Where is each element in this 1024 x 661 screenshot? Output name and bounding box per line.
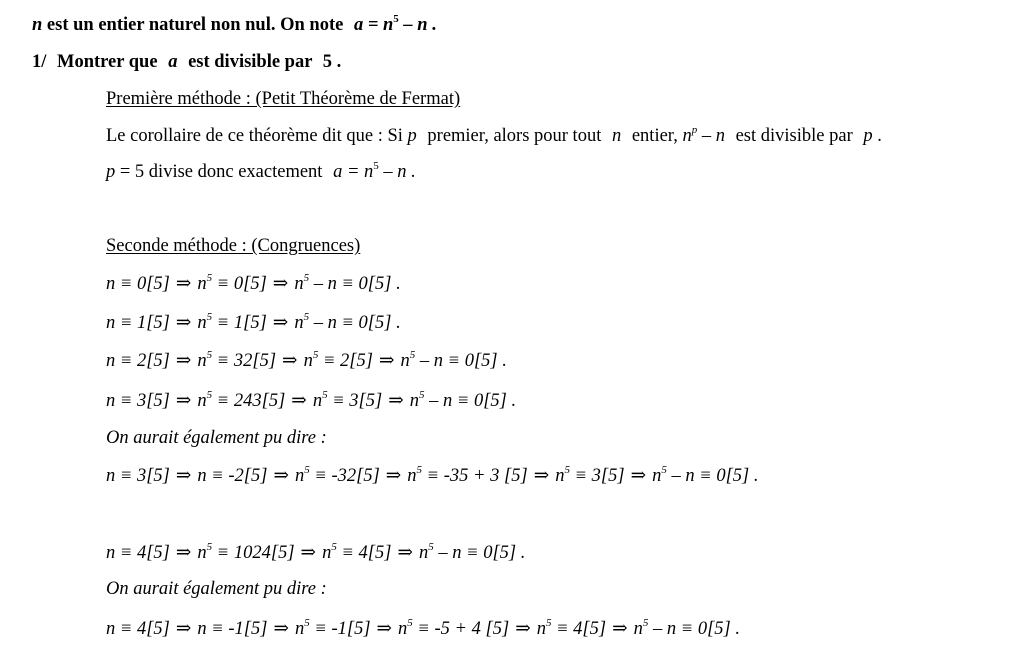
question-var-a: a (168, 52, 178, 72)
row4b-c: n (294, 619, 305, 639)
row4-b: n (197, 543, 207, 563)
row1-c: ≡ 1[5] (216, 313, 267, 333)
row2-f: n (400, 351, 410, 371)
implies-icon: ⇒ (273, 466, 289, 486)
implies-icon: ⇒ (515, 619, 531, 639)
method-1-corollary (106, 125, 882, 147)
row4b-b: n ≡ -1[5] (197, 619, 268, 639)
implies-icon: ⇒ (282, 351, 298, 371)
implies-icon: ⇒ (630, 466, 647, 486)
implies-icon: ⇒ (385, 466, 402, 486)
row4b-j: – n ≡ 0[5] . (652, 619, 740, 639)
implies-icon: ⇒ (175, 274, 192, 294)
congruence-row-4 (106, 542, 525, 564)
row3b-h: ≡ 3[5] (574, 466, 625, 486)
conclusion-text: = 5 divise donc exactement (119, 162, 323, 182)
corollary-text-1: Le corollaire de ce théorème dit que : Si (106, 126, 403, 146)
method-2-title: Seconde méthode : (Congruences) (106, 236, 361, 256)
question-1 (32, 51, 341, 73)
row4-exp1: 5 (206, 541, 213, 553)
conclusion-a: a (333, 162, 343, 182)
row0-e: – n ≡ 0[5] . (313, 274, 401, 294)
corollary-n: n (611, 126, 622, 146)
intro-statement (32, 14, 437, 36)
row0-d: n (294, 274, 304, 294)
np-exp: p (691, 124, 698, 136)
row1-exp1: 5 (206, 311, 213, 323)
row3-a: n ≡ 3[5] (106, 391, 170, 411)
congruence-row-4-alt (106, 618, 740, 640)
row4b-f: ≡ -5 + 4 [5] (417, 619, 510, 639)
np-tail: – n (701, 126, 725, 146)
implies-icon: ⇒ (175, 619, 192, 639)
row4-g: – n ≡ 0[5] . (438, 543, 526, 563)
row3-e: ≡ 3[5] (332, 391, 383, 411)
implies-icon: ⇒ (397, 543, 413, 563)
row2-c: ≡ 32[5] (216, 351, 277, 371)
row3b-c: n (294, 466, 305, 486)
row4b-exp1: 5 (304, 617, 310, 629)
row1-e: – n ≡ 0[5] . (313, 313, 401, 333)
intro-text: est un entier naturel non nul. On note (46, 15, 344, 35)
row3b-exp3: 5 (564, 464, 570, 476)
implies-icon: ⇒ (175, 466, 192, 486)
row1-d: n (294, 313, 304, 333)
row3-b: n (197, 391, 207, 411)
row0-b: n (197, 274, 207, 294)
row3b-j: – n ≡ 0[5] . (671, 466, 759, 486)
question-five: 5 . (322, 52, 342, 72)
implies-icon: ⇒ (175, 543, 192, 563)
congruence-row-3-alt (106, 465, 759, 487)
corollary-text-5: . (877, 126, 882, 146)
implies-icon: ⇒ (378, 351, 395, 371)
np-base: n (682, 126, 692, 146)
row3b-f: ≡ -35 + 3 [5] (426, 466, 528, 486)
implies-icon: ⇒ (300, 543, 317, 563)
row0-exp2: 5 (303, 272, 310, 284)
row1-b: n (197, 313, 207, 333)
implies-icon: ⇒ (273, 619, 289, 639)
row1-a: n ≡ 1[5] (106, 313, 170, 333)
conclusion-eq: = n (346, 162, 374, 182)
congruence-row-1 (106, 312, 401, 334)
row4b-exp2: 5 (407, 617, 413, 629)
row4b-exp3: 5 (545, 617, 552, 629)
question-text-1: Montrer que (57, 52, 158, 72)
row0-c: ≡ 0[5] (216, 274, 267, 294)
conclusion-p: p (106, 162, 116, 182)
row3b-a: n ≡ 3[5] (106, 466, 170, 486)
conclusion-exp: 5 (373, 160, 379, 172)
implies-icon: ⇒ (291, 391, 307, 411)
row2-exp1: 5 (206, 349, 213, 361)
row3b-e: n (407, 466, 417, 486)
corollary-text-2: premier, alors pour tout (427, 126, 602, 146)
row3-c: ≡ 243[5] (216, 391, 286, 411)
corollary-p: p (407, 126, 417, 146)
row0-exp1: 5 (206, 272, 213, 284)
alternative-label-2: On aurait également pu dire : (106, 579, 327, 599)
row0-a: n ≡ 0[5] (106, 274, 170, 294)
row4b-e: n (398, 619, 408, 639)
implies-icon: ⇒ (175, 313, 192, 333)
row3-exp2: 5 (322, 389, 328, 401)
row2-exp3: 5 (409, 349, 416, 361)
congruence-row-2 (106, 350, 507, 372)
method-1-title: Première méthode : (Petit Théorème de Fermat) (106, 89, 461, 109)
conclusion-tail: – n . (383, 162, 416, 182)
implies-icon: ⇒ (612, 619, 628, 639)
row4b-h: ≡ 4[5] (556, 619, 607, 639)
congruence-row-3 (106, 390, 516, 412)
row4-d: n (322, 543, 332, 563)
row3-exp3: 5 (418, 389, 425, 401)
question-text-2: est divisible par (188, 52, 313, 72)
implies-icon: ⇒ (175, 351, 192, 371)
row2-g: – n ≡ 0[5] . (419, 351, 507, 371)
corollary-text-4: est divisible par (735, 126, 853, 146)
implies-icon: ⇒ (272, 313, 289, 333)
row3b-exp1: 5 (304, 464, 310, 476)
row3-d: n (312, 391, 323, 411)
row4b-g: n (536, 619, 546, 639)
method-1-conclusion (106, 161, 416, 183)
implies-icon: ⇒ (388, 391, 404, 411)
row3b-exp2: 5 (416, 464, 423, 476)
row3b-i: n (652, 466, 662, 486)
row4-exp2: 5 (331, 541, 337, 553)
congruence-row-0 (106, 273, 401, 295)
intro-exp: 5 (393, 13, 399, 25)
implies-icon: ⇒ (175, 391, 192, 411)
row4-a: n ≡ 4[5] (106, 543, 170, 563)
row4b-exp4: 5 (642, 617, 649, 629)
implies-icon: ⇒ (272, 274, 289, 294)
row4-f: n (418, 543, 429, 563)
corollary-text-3: entier, (631, 126, 678, 146)
row2-a: n ≡ 2[5] (106, 351, 170, 371)
alternative-label-1: On aurait également pu dire : (106, 428, 327, 448)
row4b-d: ≡ -1[5] (314, 619, 371, 639)
corollary-p-2: p (863, 126, 873, 146)
row4b-i: n (633, 619, 643, 639)
row4-exp3: 5 (428, 541, 434, 553)
row4b-a: n ≡ 4[5] (106, 619, 170, 639)
intro-eq: = n (367, 15, 394, 35)
row2-d: n (303, 351, 313, 371)
var-a: a (353, 15, 364, 35)
row3b-g: n (555, 466, 565, 486)
row3b-d: ≡ -32[5] (314, 466, 380, 486)
row2-exp2: 5 (312, 349, 319, 361)
row4-c: ≡ 1024[5] (216, 543, 295, 563)
question-number: 1/ (32, 52, 47, 72)
var-n: n (32, 15, 43, 35)
row1-exp2: 5 (303, 311, 310, 323)
row3b-exp4: 5 (661, 464, 667, 476)
row2-b: n (197, 351, 207, 371)
implies-icon: ⇒ (533, 466, 550, 486)
row3-g: – n ≡ 0[5] . (429, 391, 517, 411)
implies-icon: ⇒ (376, 619, 393, 639)
row3b-b: n ≡ -2[5] (197, 466, 268, 486)
row2-e: ≡ 2[5] (322, 351, 373, 371)
corollary-np (682, 126, 725, 146)
intro-tail: – n . (403, 15, 437, 35)
row3-exp1: 5 (206, 389, 213, 401)
row4-e: ≡ 4[5] (341, 543, 392, 563)
row3-f: n (409, 391, 419, 411)
